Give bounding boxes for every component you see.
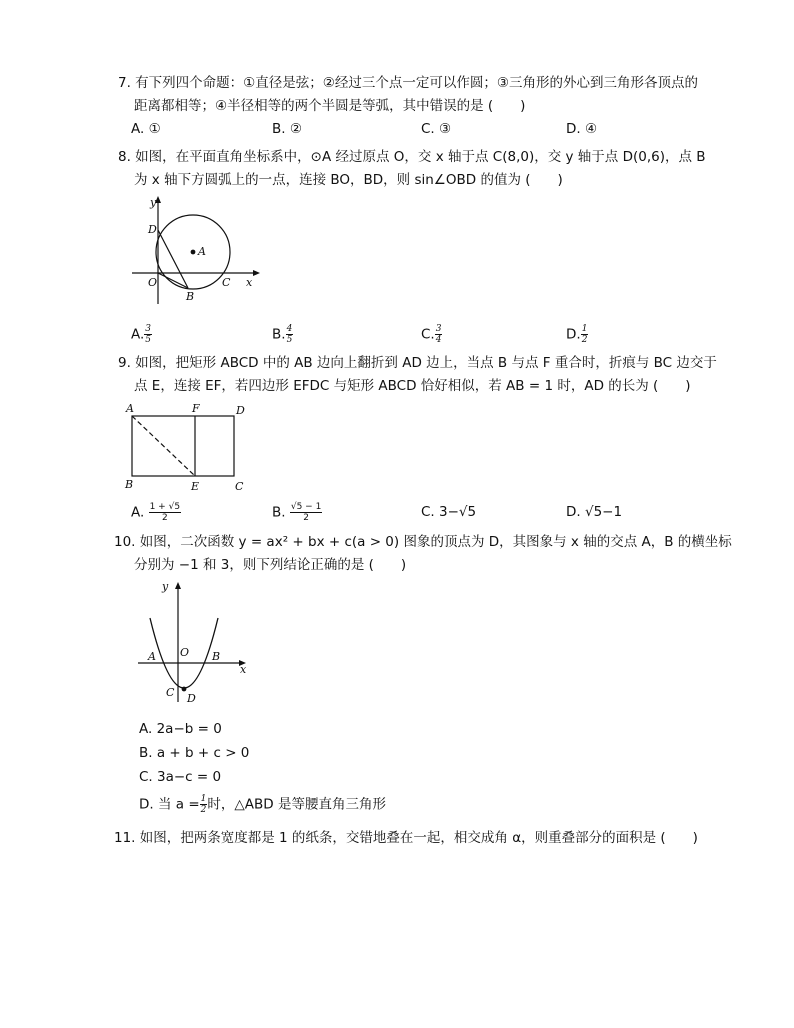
q8-option-b: B. $\frac{4}{5}$ bbox=[272, 324, 293, 345]
q8-option-c: C. $\frac{3}{4}$ bbox=[421, 324, 442, 345]
q9-label-f: F bbox=[192, 402, 200, 415]
q10-line1: 10. 如图，二次函数 y = ax² + bx + c(a > 0) 图象的顶点为 D，其图象与 x 轴的交点 A，B 的横坐标 bbox=[114, 534, 732, 550]
q7-line2: 距离都相等；④半径相等的两个半圆是等弧，其中错误的是 ( ) bbox=[134, 98, 526, 114]
q10-option-d: D. 当 a = $\frac{1}{2}$ 时，△ABD 是等腰直角三角形 bbox=[139, 794, 386, 815]
q8-label-a: A bbox=[198, 245, 206, 258]
q9-label-d: D bbox=[236, 404, 245, 417]
q10-label-b: B bbox=[212, 650, 221, 663]
q10-label-o: O bbox=[180, 646, 190, 659]
q7-option-d: D. ④ bbox=[566, 121, 598, 137]
q8-option-a: A. $\frac{3}{5}$ bbox=[131, 324, 152, 345]
q9-line2: 点 E，连接 EF，若四边形 EFDC 与矩形 ABCD 恰好相似，若 AB = 1 时，AD 的长为 ( ) bbox=[134, 378, 691, 394]
q9-option-d: D. √5−1 bbox=[566, 504, 623, 520]
q7-option-b: B. ② bbox=[272, 121, 302, 137]
q8-line2: 为 x 轴下方圆弧上的一点，连接 BO，BD，则 sin∠OBD 的值为 ( ) bbox=[134, 172, 563, 188]
q10-label-a: A bbox=[148, 650, 156, 663]
q10-label-y: y bbox=[162, 580, 169, 593]
q8-option-d: D. $\frac{1}{2}$ bbox=[566, 324, 588, 345]
q10-label-d: D bbox=[187, 692, 196, 705]
q8-label-b: B bbox=[186, 290, 195, 303]
q9-line1: 9. 如图，把矩形 ABCD 中的 AB 边向上翻折到 AD 边上，当点 B 与点 F 重合时，折痕与 BC 边交于 bbox=[118, 355, 717, 371]
q9-rectangle-figure bbox=[122, 398, 258, 494]
q8-circle-figure bbox=[128, 192, 264, 308]
q10-label-x: x bbox=[240, 663, 247, 676]
q7-option-c: C. ③ bbox=[421, 121, 452, 137]
q7-option-a: A. ① bbox=[131, 121, 161, 137]
q10-line2: 分别为 −1 和 3，则下列结论正确的是 ( ) bbox=[134, 557, 407, 573]
q9-label-a: A bbox=[126, 402, 134, 415]
q10-parabola-figure bbox=[132, 578, 252, 710]
q9-option-c: C. 3−√5 bbox=[421, 504, 477, 520]
q10-option-b: B. a + b + c > 0 bbox=[139, 745, 250, 761]
q8-label-y: y bbox=[150, 196, 157, 209]
q8-label-o: O bbox=[148, 276, 158, 289]
q11-line1: 11. 如图，把两条宽度都是 1 的纸条，交错地叠在一起，相交成角 α，则重叠部分的面积是 ( ) bbox=[114, 830, 698, 846]
q7-line1: 7. 有下列四个命题：①直径是弦；②经过三个点一定可以作圆；③三角形的外心到三角形各顶点的 bbox=[118, 75, 698, 91]
q9-label-b: B bbox=[125, 478, 134, 491]
q10-option-c: C. 3a−c = 0 bbox=[139, 769, 222, 785]
q9-label-e: E bbox=[191, 480, 200, 493]
q8-label-d: D bbox=[148, 223, 157, 236]
q8-label-c: C bbox=[222, 276, 231, 289]
q10-option-a: A. 2a−b = 0 bbox=[139, 721, 222, 737]
q8-line1: 8. 如图，在平面直角坐标系中，⊙A 经过原点 O，交 x 轴于点 C(8,0)，交 y 轴于点 D(0,6)，点 B bbox=[118, 149, 706, 165]
q9-label-c: C bbox=[235, 480, 244, 493]
q9-option-b: B. $\frac{√5 - 1}{2}$ bbox=[272, 502, 322, 523]
q10-label-c: C bbox=[166, 686, 175, 699]
q8-label-x: x bbox=[246, 276, 253, 289]
q9-option-a: A. $\frac{1 + √5}{2}$ bbox=[131, 502, 181, 523]
